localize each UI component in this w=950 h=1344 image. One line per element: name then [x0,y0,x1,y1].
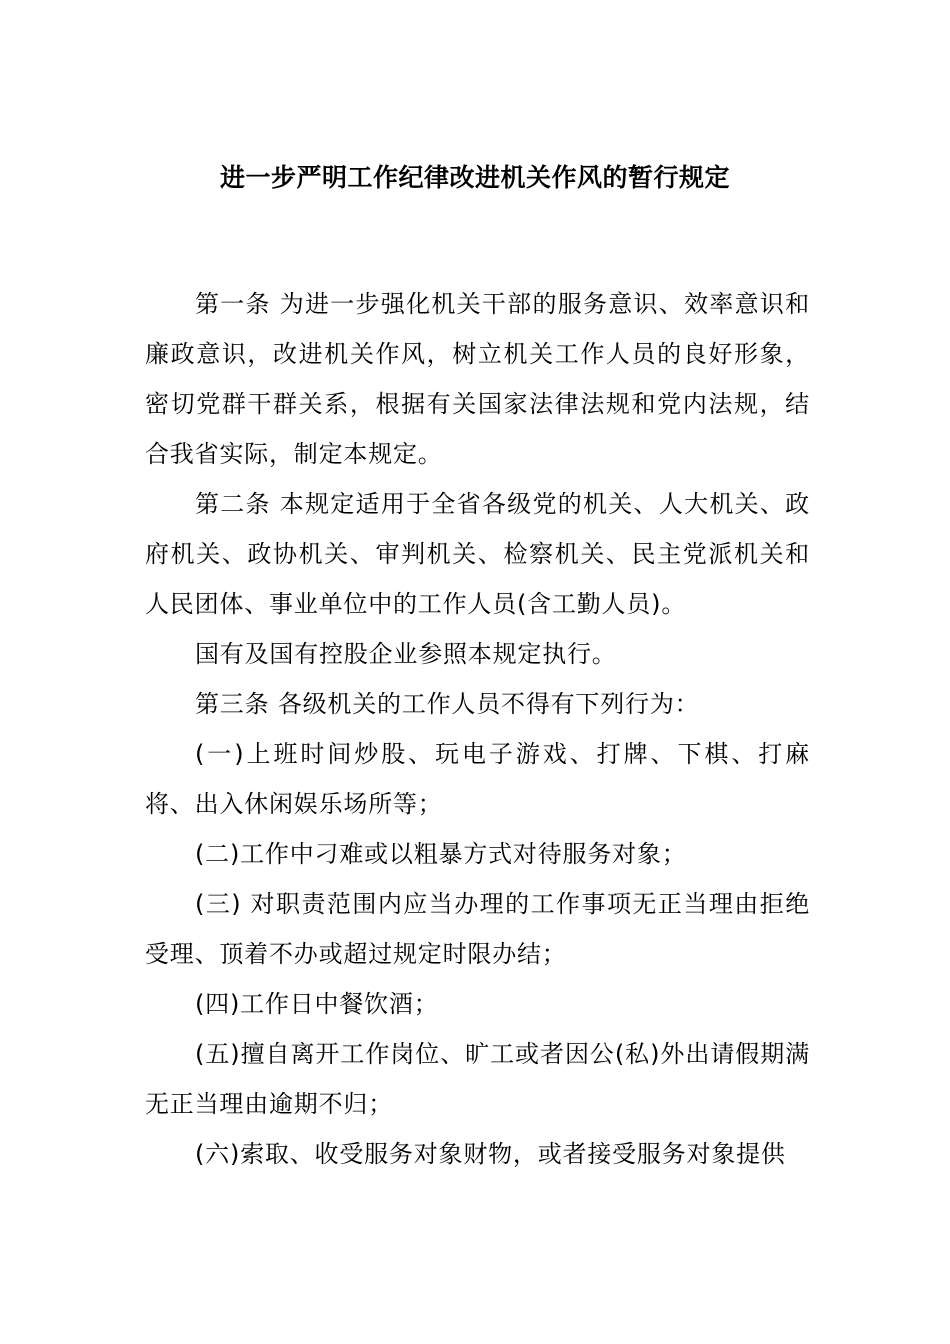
article-3-item-6: (六)索取、收受服务对象财物，或者接受服务对象提供 [195,1140,786,1168]
article-3-item-4: (四)工作日中餐饮酒； [195,990,439,1018]
article-2-paragraph: 第二条 本规定适用于全省各级党的机关、人大机关、政府机关、政协机关、审判机关、检察机关、民主党派机关和人民团体、事业单位中的工作人员(含工勤人员)。 [145,490,810,618]
article-3-item-3: (三) 对职责范围内应当办理的工作事项无正当理由拒绝受理、顶着不办或超过规定时限办结； [145,890,810,968]
article-3-item-5: (五)擅自离开工作岗位、旷工或者因公(私)外出请假期满无正当理由逾期不归； [145,1040,810,1118]
article-2-note-paragraph: 国有及国有控股企业参照本规定执行。 [195,640,617,668]
article-3-paragraph: 第三条 各级机关的工作人员不得有下列行为： [195,690,700,718]
article-3-item-1: (一)上班时间炒股、玩电子游戏、打牌、下棋、打麻将、出入休闲娱乐场所等； [145,740,810,818]
document-body [145,279,810,1179]
article-1-paragraph: 第一条 为进一步强化机关干部的服务意识、效率意识和廉政意识，改进机关作风，树立机关工作人员的良好形象，密切党群干群关系，根据有关国家法律法规和党内法规，结合我省实际，制定本规定。 [145,290,810,468]
article-3-item-2: (二)工作中刁难或以粗暴方式对待服务对象； [195,840,687,868]
document-title: 进一步严明工作纪律改进机关作风的暂行规定 [219,163,730,192]
